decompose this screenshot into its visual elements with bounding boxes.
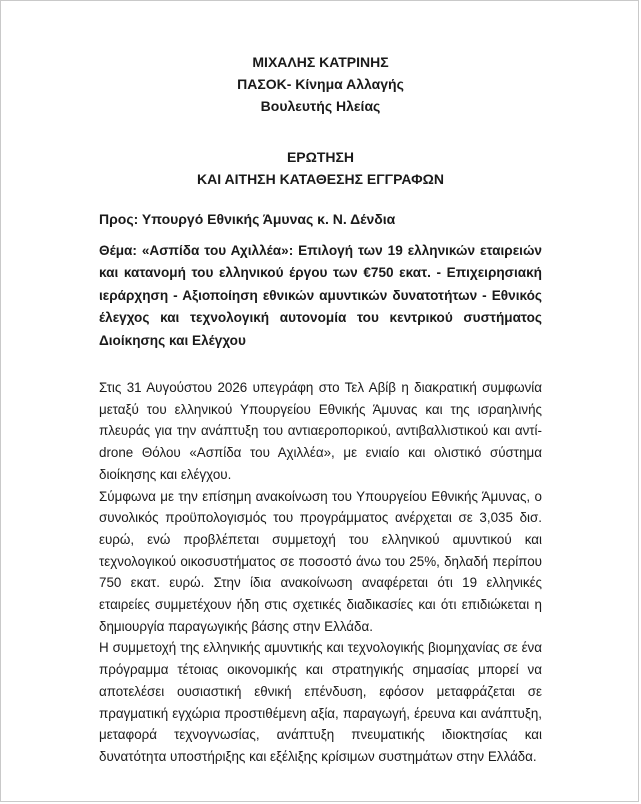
document-body bbox=[99, 377, 542, 768]
body-paragraph-2: Σύμφωνα με την επίσημη ανακοίνωση του Υπουργείου Εθνικής Άμυνας, ο συνολικός προϋπολογισμός του προγράμματος ανέρχεται σε 3,035 δισ. ευρώ, ενώ προβλέπεται συμμετοχή του ελληνικού αμυντικού και τεχνολογικού οικοσυστήματος σε ποσοστό άνω του 25%, δηλαδή περίπου 750 εκατ. ευρώ. Στην ίδια ανακοίνωση αναφέρεται ότι 19 ελληνικές εταιρείες συμμετέχουν ήδη στις σχετικές διαδικασίες και ότι επιδιώκεται η δημιουργία παραγωγικής βάσης στην Ελλάδα. bbox=[99, 488, 542, 634]
recipient-line: Προς: Υπουργό Εθνικής Άμυνας κ. Ν. Δένδια bbox=[99, 211, 396, 227]
document-title bbox=[99, 146, 542, 190]
sender-name: ΜΙΧΑΛΗΣ ΚΑΤΡΙΝΗΣ bbox=[252, 54, 389, 70]
title-line-1: ΕΡΩΤΗΣΗ bbox=[286, 149, 355, 165]
sender-party: ΠΑΣΟΚ- Κίνημα Αλλαγής bbox=[237, 76, 404, 92]
title-line-2: ΚΑΙ ΑΙΤΗΣΗ ΚΑΤΑΘΕΣΗΣ ΕΓΓΡΑΦΩΝ bbox=[197, 171, 444, 187]
subject-line: Θέμα: «Ασπίδα του Αχιλλέα»: Επιλογή των 19 ελληνικών εταιρειών και κατανομή του ελληνικού έργου των €750 εκατ. - Επιχειρησιακή ιεράρχηση - Αξιοποίηση εθνικών αμυντικών δυνατοτήτων - Εθνικός έλεγχος και τεχνολογική αυτονομία του κεντρικού συστήματος Διοίκησης και Ελέγχου bbox=[99, 243, 542, 348]
body-paragraph-1: Στις 31 Αυγούστου 2026 υπεγράφη στο Τελ Αβίβ η διακρατική συμφωνία μεταξύ του ελληνικού Υπουργείου Εθνικής Άμυνας και της ισραηλινής πλευράς για την ανάπτυξη του αντιαεροπορικού, αντιβαλλιστικού και αντί-drone Θόλου «Ασπίδα του Αχιλλέα», με ενιαίο και ολιστικό σύστημα διοίκησης και ελέγχου. bbox=[99, 380, 542, 482]
body-paragraph-3: Η συμμετοχή της ελληνικής αμυντικής και τεχνολογικής βιομηχανίας σε ένα πρόγραμμα τέτοιας οικονομικής και στρατηγικής σημασίας μπορεί να αποτελέσει ουσιαστική εθνική επένδυση, εφόσον μεταφράζεται σε πραγματική εγχώρια προστιθέμενη αξία, παραγωγή, έρευνα και ανάπτυξη, μεταφορά τεχνογνωσίας, ανάπτυξη πνευματικής ιδιοκτησίας και δυνατότητα υποστήριξης και εξέλιξης κρίσιμων συστημάτων στην Ελλάδα. bbox=[99, 640, 542, 764]
sender-header bbox=[99, 51, 542, 117]
sender-role: Βουλευτής Ηλείας bbox=[260, 98, 381, 114]
